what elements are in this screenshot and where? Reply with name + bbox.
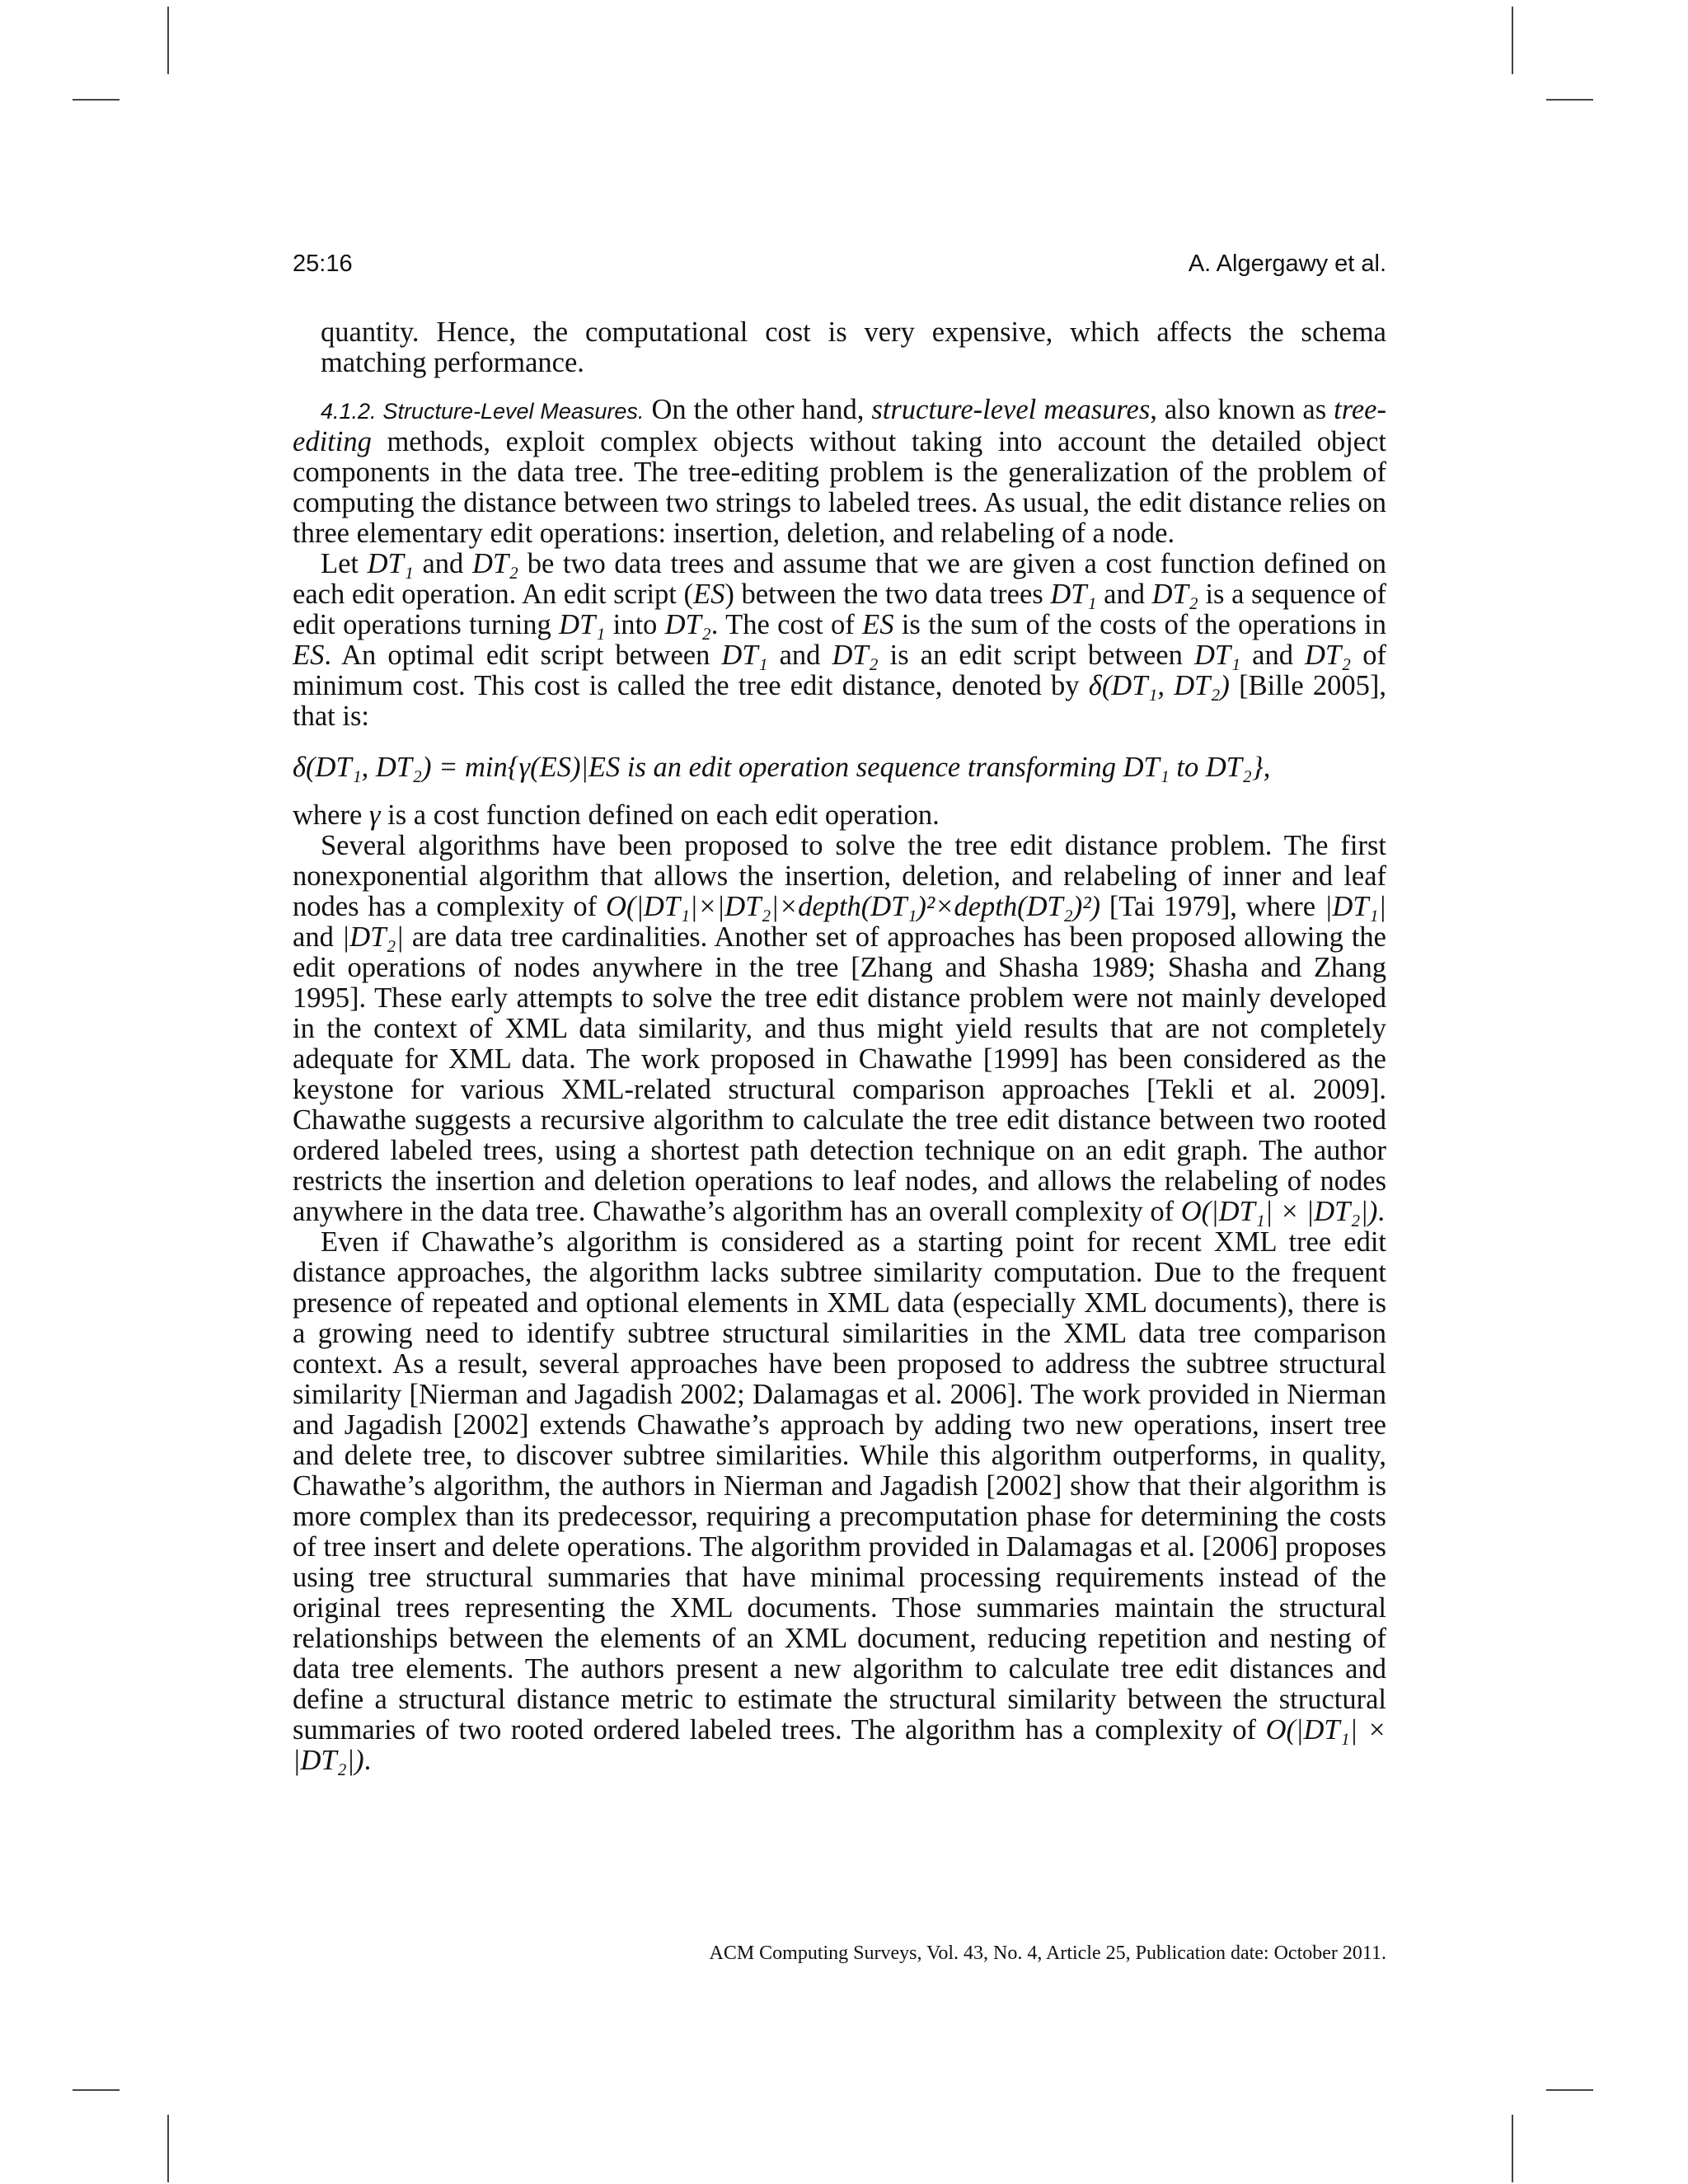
math-es: ES	[693, 579, 725, 610]
subsection-heading: 4.1.2. Structure-Level Measures.	[321, 399, 645, 424]
math-card-dt1: |DT₁|	[1324, 891, 1387, 922]
math-complexity-tai: O(|DT₁|×|DT₂|×depth(DT₁)²×depth(DT₂)²)	[606, 891, 1101, 922]
crop-mark-top-left-vertical	[167, 7, 169, 74]
running-head	[293, 247, 1386, 280]
math-dt2: DT₂	[664, 609, 711, 640]
term-structure-level-measures: structure-level measures	[871, 394, 1151, 425]
equation-text: δ(DT₁, DT₂) = min{γ(ES)|ES is an edit operation sequence transforming DT₁ to DT₂},	[293, 752, 1271, 783]
crop-mark-bottom-left-horizontal	[73, 2089, 120, 2091]
math-dt1: DT₁	[1050, 579, 1097, 610]
math-es: ES	[293, 640, 325, 671]
crop-mark-top-left-horizontal	[73, 99, 120, 101]
math-es: ES	[862, 609, 894, 640]
math-delta: δ(DT₁, DT₂)	[1088, 670, 1230, 701]
math-dt1: DT₁	[1193, 640, 1241, 671]
paragraph-several-algorithms: Several algorithms have been proposed to solve the tree edit distance problem. The first nonexponential algorithm that allows the insertion, deletion, and relabeling of inner and leaf nodes has a complexity of O(|DT₁|×|DT₂|×depth(DT₁)²×depth(DT₂)²) [Tai 1979], where |DT₁| and |DT₂| are data tree cardinalities. Another set of approaches has been proposed allowing the edit operations of nodes anywhere in the tree [Zhang and Shasha 1989; Shasha and Zhang 1995]. These early attempts to solve the tree edit distance problem were not mainly developed in the context of XML data similarity, and thus might yield results that are not completely adequate for XML data. The work proposed in Chawathe [1999] has been considered as the keystone for various XML-related structural comparison approaches [Tekli et al. 2009]. Chawathe suggests a recursive algorithm to calculate the tree edit distance between two rooted ordered labeled trees, using a shortest path detection technique on an edit graph. The author restricts the insertion and deletion operations to leaf nodes, and allows the relabeling of nodes anywhere in the data tree. Chawathe’s algorithm has an overall complexity of O(|DT₁| × |DT₂|).	[293, 830, 1387, 1227]
paragraph-even-if: Even if Chawathe’s algorithm is considered as a starting point for recent XML tree edit distance approaches, the algorithm lacks subtree similarity computation. Due to the frequent presence of repeated and optional elements in XML data (especially XML documents), there is a growing need to identify subtree structural similarities in the XML data tree comparison context. As a result, several approaches have been proposed to address the subtree structural similarity [Nierman and Jagadish 2002; Dalamagas et al. 2006]. The work provided in Nierman and Jagadish [2002] extends Chawathe’s approach by adding two new operations, insert tree and delete tree, to discover subtree similarities. While this algorithm outperforms, in quality, Chawathe’s algorithm, the authors in Nierman and Jagadish [2002] show that their algorithm is more complex than its predecessor, requiring a precomputation phase for determining the costs of tree insert and delete operations. The algorithm provided in Dalamagas et al. [2006] proposes using tree structural summaries that have minimal processing requirements instead of the original trees representing the XML documents. Those summaries maintain the structural relationships between the elements of an XML document, reducing repetition and nesting of data tree elements. The authors present a new algorithm to calculate tree edit distances and define a structural distance metric to estimate the structural similarity between the structural summaries of two rooted ordered labeled trees. The algorithm has a complexity of O(|DT₁| × |DT₂|).	[293, 1226, 1386, 1776]
crop-mark-bottom-right-horizontal	[1546, 2089, 1593, 2091]
crop-mark-bottom-left-vertical	[167, 2115, 169, 2182]
math-dt2: DT₂	[1151, 579, 1198, 610]
term-tree-editing: tree-editing	[293, 394, 1386, 457]
paragraph-structure-level: 4.1.2. Structure-Level Measures. On the other hand, structure-level measures, also known as tree-editing methods, exploit complex objects without taking into account the detailed object components in the data tree. The tree-editing problem is the generalization of the problem of computing the distance between two strings to labeled trees. As usual, the edit distance relies on three elementary edit operations: insertion, deletion, and relabeling of a node.	[293, 394, 1386, 549]
math-complexity-dalamagas: O(|DT₁| × |DT₂|)	[293, 1714, 1386, 1776]
math-dt1: DT₁	[367, 548, 414, 579]
journal-footer: ACM Computing Surveys, Vol. 43, No. 4, Article 25, Publication date: October 2011.	[709, 1943, 1386, 1964]
crop-mark-bottom-right-vertical	[1512, 2115, 1513, 2182]
paragraph-edit-script: Let DT₁ and DT₂ be two data trees and assume that we are given a cost function defined on each edit operation. An edit script (ES) between the two data trees DT₁ and DT₂ is a sequence of edit operations turning DT₁ into DT₂. The cost of ES is the sum of the costs of the operations in ES. An optimal edit script between DT₁ and DT₂ is an edit script between DT₁ and DT₂ of minimum cost. This cost is called the tree edit distance, denoted by δ(DT₁, DT₂) [Bille 2005], that is:	[293, 548, 1387, 732]
math-complexity-chawathe: O(|DT₁| × |DT₂|)	[1180, 1196, 1378, 1227]
crop-mark-top-right-horizontal	[1546, 99, 1593, 101]
math-card-dt2: |DT₂|	[341, 921, 404, 953]
crop-mark-top-right-vertical	[1512, 7, 1513, 74]
display-equation	[293, 752, 1386, 783]
article-body	[293, 317, 1386, 1776]
page-number: 25:16	[293, 251, 353, 277]
math-dt2: DT₂	[832, 640, 879, 671]
math-dt1: DT₁	[559, 609, 606, 640]
math-gamma: γ	[368, 799, 381, 831]
math-dt1: DT₁	[721, 640, 768, 671]
math-dt2: DT₂	[471, 548, 519, 579]
paragraph-where: where γ is a cost function defined on each edit operation.	[293, 799, 940, 831]
paragraph-continued: quantity. Hence, the computational cost is very expensive, which affects the schema matching performance.	[321, 316, 1386, 378]
math-dt2: DT₂	[1305, 640, 1352, 671]
author-line: A. Algergawy et al.	[1188, 251, 1386, 277]
